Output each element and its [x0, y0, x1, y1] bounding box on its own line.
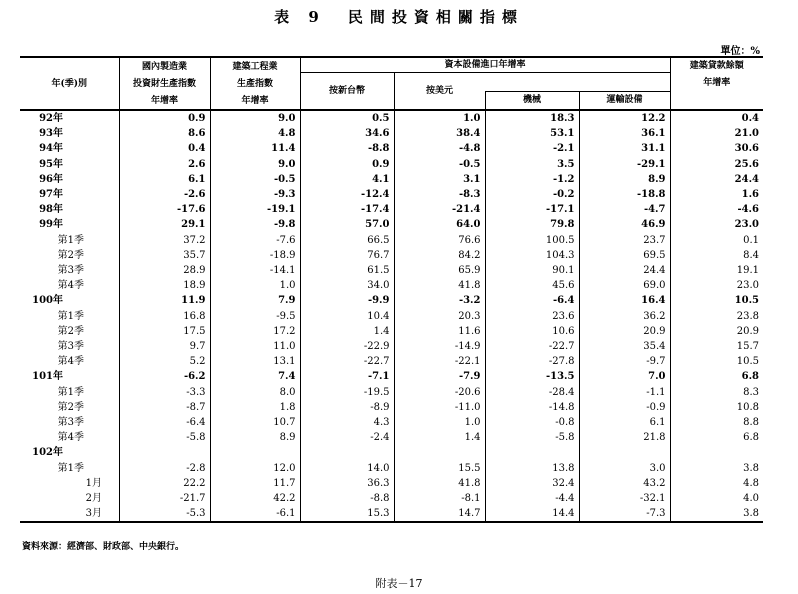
data-cell: -19.1	[210, 202, 300, 217]
data-cell	[300, 445, 394, 460]
data-cell: 32.4	[485, 476, 579, 491]
row-label: 93年	[39, 128, 63, 140]
header-usd-sub-spacer	[485, 72, 670, 91]
data-cell: -8.8	[300, 491, 394, 506]
data-cell: -12.4	[300, 187, 394, 202]
data-cell: 9.0	[210, 110, 300, 126]
data-cell: -6.1	[210, 506, 300, 522]
row-label: 第2季	[57, 249, 84, 261]
data-cell: 76.6	[394, 233, 485, 248]
data-cell: 37.2	[119, 233, 210, 248]
data-cell: 29.1	[119, 217, 210, 232]
data-cell: 0.1	[670, 233, 763, 248]
data-cell: 69.0	[579, 278, 670, 293]
data-cell: -9.7	[579, 354, 670, 369]
data-cell: 3.8	[670, 506, 763, 522]
data-cell: 20.9	[579, 324, 670, 339]
data-cell: -17.1	[485, 202, 579, 217]
data-cell: 46.9	[579, 217, 670, 232]
data-cell: 34.0	[300, 278, 394, 293]
data-cell: 45.6	[485, 278, 579, 293]
data-cell: 24.4	[579, 263, 670, 278]
data-cell: 10.6	[485, 324, 579, 339]
data-cell: 23.6	[485, 309, 579, 324]
row-label: 第1季	[57, 310, 84, 322]
data-cell: 36.3	[300, 476, 394, 491]
data-cell: 21.0	[670, 126, 763, 141]
data-cell: -7.6	[210, 233, 300, 248]
data-cell: 19.1	[670, 263, 763, 278]
data-cell: 13.8	[485, 461, 579, 476]
data-cell: -2.1	[485, 141, 579, 156]
data-cell: -4.4	[485, 491, 579, 506]
data-cell: 35.4	[579, 339, 670, 354]
data-cell: 53.1	[485, 126, 579, 141]
data-cell: 4.8	[210, 126, 300, 141]
data-cell: -9.3	[210, 187, 300, 202]
data-cell	[210, 445, 300, 460]
row-label: 94年	[39, 143, 63, 155]
data-cell: 9.0	[210, 157, 300, 172]
table-row	[20, 445, 763, 460]
row-label: 第2季	[57, 401, 84, 413]
row-label: 1月	[85, 477, 102, 489]
data-cell: -8.9	[300, 400, 394, 415]
table-row	[20, 369, 763, 384]
data-cell: -7.9	[394, 369, 485, 384]
data-cell: -14.8	[485, 400, 579, 415]
data-cell: -2.6	[119, 187, 210, 202]
data-cell: 3.5	[485, 157, 579, 172]
page-number: 附表－17	[375, 577, 423, 590]
data-cell: 36.1	[579, 126, 670, 141]
data-cell: 20.9	[670, 324, 763, 339]
data-cell: 22.2	[119, 476, 210, 491]
data-cell: -17.4	[300, 202, 394, 217]
data-cell: 1.4	[394, 430, 485, 445]
data-cell: -18.8	[579, 187, 670, 202]
data-cell: 3.1	[394, 172, 485, 187]
table-row	[20, 385, 763, 400]
data-cell: -14.9	[394, 339, 485, 354]
data-cell: 104.3	[485, 248, 579, 263]
row-label: 第3季	[57, 341, 84, 353]
data-cell: 11.0	[210, 339, 300, 354]
data-cell: 1.8	[210, 400, 300, 415]
data-cell	[394, 445, 485, 460]
data-cell: -1.2	[485, 172, 579, 187]
data-cell: 10.5	[670, 354, 763, 369]
row-label: 第4季	[57, 432, 84, 444]
table-row	[20, 324, 763, 339]
table-row	[20, 415, 763, 430]
data-cell: 8.9	[210, 430, 300, 445]
data-cell: -8.8	[300, 141, 394, 156]
data-cell: 15.7	[670, 339, 763, 354]
header-machinery: 機械	[485, 91, 579, 110]
data-cell	[485, 445, 579, 460]
data-cell: 23.0	[670, 217, 763, 232]
data-cell: 66.5	[300, 233, 394, 248]
row-label: 99年	[39, 219, 63, 231]
data-cell: 11.7	[210, 476, 300, 491]
data-cell: -0.5	[394, 157, 485, 172]
table-header	[20, 57, 763, 110]
data-cell: 36.2	[579, 309, 670, 324]
row-label: 第4季	[57, 356, 84, 368]
data-cell: 38.4	[394, 126, 485, 141]
data-cell: 16.8	[119, 309, 210, 324]
data-cell: 6.8	[670, 430, 763, 445]
data-cell: -0.9	[579, 400, 670, 415]
data-cell: 14.4	[485, 506, 579, 522]
table-row	[20, 491, 763, 506]
table-row	[20, 400, 763, 415]
data-cell: 21.8	[579, 430, 670, 445]
data-cell: 23.7	[579, 233, 670, 248]
row-label: 2月	[85, 493, 102, 505]
header-twd: 按新台幣	[300, 72, 394, 110]
table-row	[20, 278, 763, 293]
row-label: 102年	[32, 447, 63, 459]
data-cell: 42.2	[210, 491, 300, 506]
data-cell: 100.5	[485, 233, 579, 248]
data-cell: 34.6	[300, 126, 394, 141]
row-label: 第4季	[57, 280, 84, 292]
data-cell: 16.4	[579, 293, 670, 308]
row-label: 95年	[39, 158, 63, 170]
data-cell: -13.5	[485, 369, 579, 384]
data-cell: 0.9	[119, 110, 210, 126]
table-row	[20, 339, 763, 354]
data-cell: 43.2	[579, 476, 670, 491]
unit-label: 單位：%	[720, 46, 760, 57]
data-cell: 15.5	[394, 461, 485, 476]
row-label: 第3季	[57, 265, 84, 277]
data-cell: 0.4	[670, 110, 763, 126]
data-cell: -32.1	[579, 491, 670, 506]
data-cell: -28.4	[485, 385, 579, 400]
header-mfg-index: 國內製造業 投資財生產指數 年增率	[119, 57, 210, 110]
header-capital-equipment: 資本設備進口年增率	[300, 57, 670, 72]
data-cell: -5.3	[119, 506, 210, 522]
data-cell: 35.7	[119, 248, 210, 263]
data-cell: 1.0	[210, 278, 300, 293]
data-cell: 17.5	[119, 324, 210, 339]
data-cell: -22.9	[300, 339, 394, 354]
data-cell: -4.8	[394, 141, 485, 156]
table-row	[20, 110, 763, 126]
row-label: 97年	[39, 189, 63, 201]
data-cell: 84.2	[394, 248, 485, 263]
data-cell: 8.6	[119, 126, 210, 141]
data-cell: 12.0	[210, 461, 300, 476]
data-cell: 1.0	[394, 415, 485, 430]
data-cell: -29.1	[579, 157, 670, 172]
data-cell: 10.4	[300, 309, 394, 324]
data-cell: 4.1	[300, 172, 394, 187]
data-cell: 4.0	[670, 491, 763, 506]
data-cell: 6.8	[670, 369, 763, 384]
data-cell: 1.6	[670, 187, 763, 202]
data-cell: 14.0	[300, 461, 394, 476]
data-cell: 8.8	[670, 415, 763, 430]
data-cell: -3.2	[394, 293, 485, 308]
data-cell: 1.0	[394, 110, 485, 126]
data-cell: 15.3	[300, 506, 394, 522]
data-cell: -14.1	[210, 263, 300, 278]
data-cell: 11.6	[394, 324, 485, 339]
data-cell: -0.2	[485, 187, 579, 202]
table-row	[20, 309, 763, 324]
source-note: 資料來源：經濟部、財政部、中央銀行。	[22, 542, 185, 552]
data-cell: -9.5	[210, 309, 300, 324]
data-cell: -9.9	[300, 293, 394, 308]
data-cell: 4.8	[670, 476, 763, 491]
data-cell: 11.4	[210, 141, 300, 156]
row-label: 第2季	[57, 325, 84, 337]
row-label: 第3季	[57, 417, 84, 429]
data-cell: 61.5	[300, 263, 394, 278]
data-cell: 11.9	[119, 293, 210, 308]
data-cell: 76.7	[300, 248, 394, 263]
data-cell: 12.2	[579, 110, 670, 126]
data-cell: 0.4	[119, 141, 210, 156]
data-cell: -19.5	[300, 385, 394, 400]
data-cell: -0.5	[210, 172, 300, 187]
table-row	[20, 217, 763, 232]
data-cell: 17.2	[210, 324, 300, 339]
data-cell: 3.8	[670, 461, 763, 476]
data-cell: -4.7	[579, 202, 670, 217]
table-row	[20, 233, 763, 248]
data-cell: -3.3	[119, 385, 210, 400]
data-cell: -8.3	[394, 187, 485, 202]
data-cell: 0.9	[300, 157, 394, 172]
data-cell: -6.2	[119, 369, 210, 384]
data-cell: 6.1	[119, 172, 210, 187]
data-cell: -20.6	[394, 385, 485, 400]
row-label: 92年	[20, 110, 119, 126]
table-row	[20, 172, 763, 187]
data-cell: -8.7	[119, 400, 210, 415]
data-cell: -7.3	[579, 506, 670, 522]
data-cell: -4.6	[670, 202, 763, 217]
data-cell: -5.8	[119, 430, 210, 445]
table-row	[20, 461, 763, 476]
data-cell: -7.1	[300, 369, 394, 384]
header-period: 年(季)別	[20, 57, 119, 110]
data-cell: -22.7	[300, 354, 394, 369]
data-cell: 8.9	[579, 172, 670, 187]
data-cell: -17.6	[119, 202, 210, 217]
row-label: 98年	[39, 204, 63, 216]
header-transport: 運輸設備	[579, 91, 670, 110]
data-cell: 79.8	[485, 217, 579, 232]
data-cell: 4.3	[300, 415, 394, 430]
data-cell: 10.8	[670, 400, 763, 415]
data-cell: 8.0	[210, 385, 300, 400]
data-cell: 41.8	[394, 476, 485, 491]
data-cell: -1.1	[579, 385, 670, 400]
data-cell: 18.9	[119, 278, 210, 293]
data-cell: -22.1	[394, 354, 485, 369]
row-label: 第1季	[57, 234, 84, 246]
data-cell: 13.1	[210, 354, 300, 369]
data-cell: 31.1	[579, 141, 670, 156]
data-cell: -21.4	[394, 202, 485, 217]
data-cell	[579, 445, 670, 460]
table-body	[20, 110, 763, 522]
data-cell: -5.8	[485, 430, 579, 445]
data-cell: 24.4	[670, 172, 763, 187]
data-cell: 41.8	[394, 278, 485, 293]
data-cell: -0.8	[485, 415, 579, 430]
table-row	[20, 506, 763, 522]
table-row	[20, 354, 763, 369]
row-label: 第1季	[57, 386, 84, 398]
data-cell: 6.1	[579, 415, 670, 430]
page-title: 表 9 民間投資相關指標	[274, 8, 524, 26]
data-cell: 9.7	[119, 339, 210, 354]
data-cell: 0.5	[300, 110, 394, 126]
data-cell: -8.1	[394, 491, 485, 506]
data-cell: 28.9	[119, 263, 210, 278]
data-cell: 7.4	[210, 369, 300, 384]
data-cell: -18.9	[210, 248, 300, 263]
data-cell: 7.0	[579, 369, 670, 384]
investment-indicators-table	[20, 56, 763, 523]
data-cell: -6.4	[485, 293, 579, 308]
data-cell: 25.6	[670, 157, 763, 172]
data-cell: 1.4	[300, 324, 394, 339]
data-cell: 57.0	[300, 217, 394, 232]
table-row	[20, 293, 763, 308]
row-label: 第1季	[57, 462, 84, 474]
data-cell: -27.8	[485, 354, 579, 369]
data-cell: 8.4	[670, 248, 763, 263]
data-cell: 18.3	[485, 110, 579, 126]
data-cell: 64.0	[394, 217, 485, 232]
row-label: 3月	[20, 506, 119, 522]
table-row	[20, 157, 763, 172]
data-cell: 5.2	[119, 354, 210, 369]
data-cell: 7.9	[210, 293, 300, 308]
table-row	[20, 430, 763, 445]
table-row	[20, 187, 763, 202]
table-row	[20, 476, 763, 491]
data-cell: -21.7	[119, 491, 210, 506]
data-cell: -9.8	[210, 217, 300, 232]
table-row	[20, 141, 763, 156]
table-row	[20, 263, 763, 278]
data-cell: -22.7	[485, 339, 579, 354]
data-cell: 10.5	[670, 293, 763, 308]
table-row	[20, 248, 763, 263]
row-label: 100年	[32, 295, 63, 307]
header-construction-loan: 建築貸款餘額 年增率	[670, 57, 763, 110]
row-label: 101年	[32, 371, 63, 383]
data-cell: 65.9	[394, 263, 485, 278]
row-label: 96年	[39, 173, 63, 185]
data-cell: 3.0	[579, 461, 670, 476]
data-cell: 90.1	[485, 263, 579, 278]
data-cell: -2.8	[119, 461, 210, 476]
data-cell: 8.3	[670, 385, 763, 400]
data-cell: -11.0	[394, 400, 485, 415]
data-cell: 69.5	[579, 248, 670, 263]
data-cell: -6.4	[119, 415, 210, 430]
data-cell: 30.6	[670, 141, 763, 156]
header-construction-index: 建築工程業 生產指數 年增率	[210, 57, 300, 110]
data-cell: 2.6	[119, 157, 210, 172]
data-cell: -2.4	[300, 430, 394, 445]
data-cell: 14.7	[394, 506, 485, 522]
data-cell: 23.0	[670, 278, 763, 293]
header-usd: 按美元	[394, 72, 485, 110]
table-row	[20, 202, 763, 217]
table-row	[20, 126, 763, 141]
data-cell: 23.8	[670, 309, 763, 324]
data-cell	[670, 445, 763, 460]
data-cell	[119, 445, 210, 460]
data-cell: 20.3	[394, 309, 485, 324]
data-cell: 10.7	[210, 415, 300, 430]
